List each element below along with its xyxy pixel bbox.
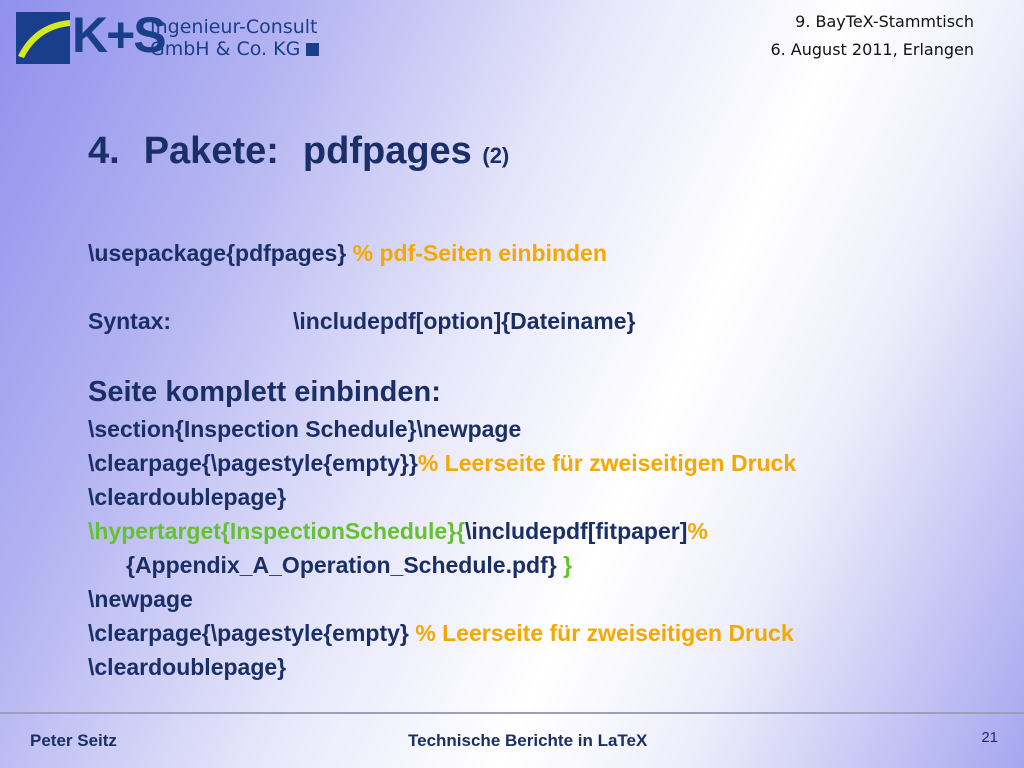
code-line-3: \cleardoublepage} [88, 484, 287, 510]
slide-body [88, 236, 988, 684]
hypertarget-text: hypertarget{InspectionSchedule}{ [94, 518, 466, 544]
usepackage-comment: % pdf-Seiten einbinden [346, 240, 607, 266]
code-line-7-comment: % Leerseite für zweiseitigen Druck [408, 620, 794, 646]
slide-title [88, 130, 509, 173]
event-name: 9. BayTeX-Stammtisch [795, 12, 974, 31]
code-line-4: \hypertarget{InspectionSchedule}{\includepdf[fitpaper]% [88, 518, 708, 544]
syntax-command: \includepdf[option]{Dateiname} [293, 308, 636, 334]
code-line-8: \cleardoublepage} [88, 654, 287, 680]
footer-author: Peter Seitz [30, 731, 117, 750]
company-logo [14, 7, 318, 68]
header-info [770, 8, 974, 64]
title-number: 4. [88, 130, 120, 172]
code-line-5: {Appendix_A_Operation_Schedule.pdf} } [126, 552, 573, 578]
title-package: pdfpages [302, 130, 472, 172]
footer-divider [0, 712, 1024, 714]
code-line-2-comment: % Leerseite für zweiseitigen Druck [417, 450, 797, 476]
code-line-7: \clearpage{\pagestyle{empty} % Leerseite für zweiseitigen Druck [88, 620, 794, 646]
syntax-label: Syntax: [88, 308, 172, 334]
code-line-2: \clearpage{\pagestyle{empty}}% Leerseite für zweiseitigen Druck [88, 450, 797, 476]
logo-square-icon [306, 43, 319, 56]
code-line-6: \newpage [88, 586, 193, 612]
title-subnumber: (2) [482, 143, 510, 168]
section-heading: Seite komplett einbinden: [88, 376, 441, 408]
logo-swoosh-icon [14, 10, 72, 66]
title-word: Pakete: [143, 130, 279, 172]
logo-line-2: GmbH & Co. KG [150, 38, 319, 60]
logo-wordmark: K+S [72, 7, 165, 63]
logo-line-1: Ingenieur-Consult [150, 16, 318, 38]
syntax-line [88, 304, 988, 338]
usepackage-line: \usepackage{pdfpages} % pdf-Seiten einbinden [88, 240, 607, 266]
event-date-place: 6. August 2011, Erlangen [770, 40, 974, 59]
code-line-1: \section{Inspection Schedule}\newpage [88, 416, 522, 442]
logo-company-name [150, 16, 319, 60]
footer-talk-title: Technische Berichte in LaTeX [408, 731, 648, 750]
page-number: 21 [981, 729, 998, 746]
